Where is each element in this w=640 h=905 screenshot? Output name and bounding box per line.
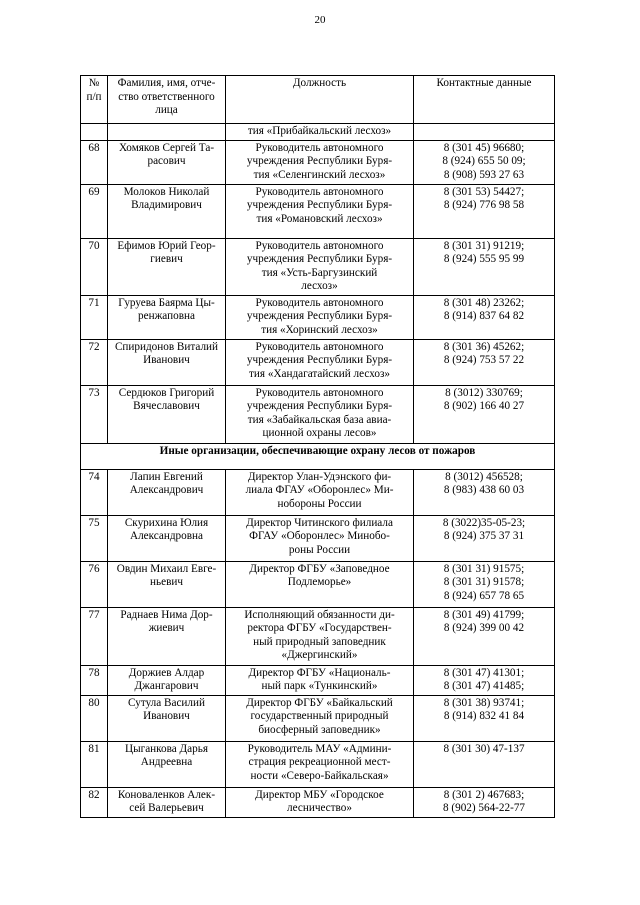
- table-row: [81, 385, 555, 443]
- cell-line: учреждения Республики Буря-: [246, 199, 393, 211]
- person-name: [108, 469, 226, 515]
- cell-line: 8 (3012) 330769;: [445, 386, 523, 399]
- cell-line: Иванович: [143, 354, 190, 366]
- cell-line: Сутула Василий: [128, 696, 205, 709]
- person-contacts: [414, 339, 555, 385]
- cell-line: 8 (301 31) 91219;: [443, 239, 525, 252]
- person-position: [226, 515, 414, 561]
- cell-line: нобороны России: [277, 497, 362, 510]
- person-name: [108, 339, 226, 385]
- row-number: 71: [81, 295, 108, 339]
- cell-line: Джангарович: [134, 680, 199, 692]
- cell-line: Должность: [292, 77, 347, 89]
- cell-line: учреждения Республики Буря-: [246, 155, 393, 167]
- cell-line: ренжаповна: [138, 310, 195, 322]
- cell-line: тия «Хоринский лесхоз»: [261, 323, 378, 336]
- person-name: [108, 515, 226, 561]
- cell-line: роны России: [288, 543, 351, 556]
- cell-line: ство ответственного: [118, 90, 215, 103]
- cell-line: №: [88, 77, 100, 89]
- person-name: [108, 140, 226, 184]
- continuation-contacts: [414, 124, 555, 141]
- table-row: [81, 515, 555, 561]
- person-contacts: [414, 561, 555, 607]
- person-position: [226, 787, 414, 817]
- person-contacts: [414, 515, 555, 561]
- person-position: [226, 339, 414, 385]
- cell-line: ньевич: [150, 576, 183, 588]
- cell-line: тия «Хандагатайский лесхоз»: [249, 367, 390, 380]
- cell-line: Директор Читинского филиала: [246, 516, 393, 529]
- table-row: [81, 787, 555, 817]
- person-position: [226, 665, 414, 695]
- table-row: [81, 339, 555, 385]
- row-number: 68: [81, 140, 108, 184]
- table-row: [81, 561, 555, 607]
- cell-line: Владимирович: [131, 199, 202, 211]
- cell-line: 8 (924) 399 00 42: [443, 622, 525, 634]
- row-number: 78: [81, 665, 108, 695]
- row-number: 81: [81, 741, 108, 787]
- cell-line: 8 (924) 555 95 99: [443, 253, 525, 265]
- cell-line: Руководитель МАУ «Админи-: [247, 742, 392, 755]
- cell-line: 8 (908) 593 27 63: [443, 168, 525, 181]
- cell-line: Молоков Николай: [123, 185, 210, 198]
- cell-line: государственный природный: [250, 710, 389, 722]
- cell-line: Директор ФГБУ «Националь-: [248, 666, 391, 679]
- person-name: [108, 741, 226, 787]
- cell-line: 8 (3022)35-05-23;: [442, 516, 526, 529]
- cell-line: Исполняющий обязанности ди-: [244, 608, 395, 621]
- cell-line: 8 (301 31) 91575;: [443, 562, 525, 575]
- person-name: [108, 238, 226, 295]
- person-position: [226, 238, 414, 295]
- continuation-num: [81, 124, 108, 141]
- cell-line: лесничество»: [287, 802, 352, 814]
- cell-line: 8 (924) 753 57 22: [443, 354, 525, 366]
- cell-line: Руководитель автономного: [255, 141, 384, 154]
- cell-line: Цыганкова Дарья: [125, 742, 208, 755]
- person-position: [226, 385, 414, 443]
- cell-line: учреждения Республики Буря-: [246, 310, 393, 322]
- cell-line: жиевич: [148, 622, 185, 634]
- table-row: [81, 295, 555, 339]
- cell-line: учреждения Республики Буря-: [246, 253, 393, 265]
- table-header-row: [81, 76, 555, 124]
- row-number: 77: [81, 607, 108, 665]
- section-row: [81, 443, 555, 469]
- cell-line: Фамилия, имя, отче-: [117, 77, 216, 89]
- person-name: [108, 295, 226, 339]
- row-number: 73: [81, 385, 108, 443]
- person-contacts: [414, 184, 555, 238]
- cell-line: Андреевна: [140, 756, 193, 768]
- cell-line: ФГАУ «Оборонлес» Минобо-: [249, 530, 390, 542]
- continuation-position: [226, 124, 414, 141]
- cell-line: Раднаев Нима Дор-: [120, 608, 213, 621]
- person-position: [226, 741, 414, 787]
- table-row: [81, 238, 555, 295]
- cell-line: ный природный заповедник: [253, 635, 386, 648]
- cell-line: 8 (924) 375 37 31: [443, 530, 525, 542]
- table-row: [81, 741, 555, 787]
- cell-line: Контактные данные: [436, 77, 532, 89]
- continuation-row: [81, 124, 555, 141]
- cell-line: «Джергинский»: [281, 649, 358, 661]
- person-name: [108, 607, 226, 665]
- person-contacts: [414, 140, 555, 184]
- cell-line: 8 (914) 832 41 84: [443, 710, 525, 722]
- person-position: [226, 295, 414, 339]
- table-row: [81, 665, 555, 695]
- cell-line: Скурихина Юлия: [124, 516, 209, 529]
- cell-line: 8 (924) 655 50 09;: [442, 155, 526, 167]
- cell-line: 8 (301 38) 93741;: [443, 696, 525, 709]
- cell-line: Спиридонов Виталий: [114, 340, 219, 353]
- cell-line: тия «Селенгинский лесхоз»: [253, 168, 386, 181]
- cell-line: сей Валерьевич: [129, 802, 204, 814]
- person-position: [226, 695, 414, 741]
- row-number: 82: [81, 787, 108, 817]
- cell-line: 8 (924) 657 78 65: [443, 589, 525, 602]
- row-number: 70: [81, 238, 108, 295]
- person-position: [226, 469, 414, 515]
- cell-line: 8 (301 48) 23262;: [443, 296, 525, 309]
- person-name: [108, 787, 226, 817]
- person-position: [226, 184, 414, 238]
- cell-line: Директор ФГБУ «Байкальский: [246, 696, 393, 709]
- cell-line: ности «Северо-Байкальская»: [250, 769, 389, 782]
- cell-line: Руководитель автономного: [255, 239, 384, 252]
- cell-line: учреждения Республики Буря-: [246, 354, 393, 366]
- cell-line: тия «Усть-Баргузинский: [261, 266, 378, 279]
- cell-line: страция рекреационной мест-: [248, 756, 391, 768]
- cell-line: 8 (914) 837 64 82: [443, 310, 525, 322]
- cell-line: 8 (301 31) 91578;: [443, 576, 525, 588]
- cell-line: 8 (3012) 456528;: [445, 470, 523, 483]
- cell-line: расович: [147, 155, 186, 167]
- table-row: [81, 184, 555, 238]
- cell-line: лиала ФГАУ «Оборонлес» Ми-: [245, 484, 394, 496]
- person-contacts: [414, 295, 555, 339]
- table-row: [81, 469, 555, 515]
- cell-line: Директор МБУ «Городское: [255, 788, 384, 801]
- person-name: [108, 184, 226, 238]
- responsible-persons-table: [80, 75, 555, 818]
- cell-line: Руководитель автономного: [255, 340, 384, 353]
- header-name: [108, 76, 226, 124]
- cell-line: Александровна: [130, 530, 203, 542]
- header-position: [226, 76, 414, 124]
- cell-line: учреждения Республики Буря-: [246, 400, 393, 412]
- cell-line: Ефимов Юрий Геор-: [117, 239, 216, 252]
- cell-line: Руководитель автономного: [255, 296, 384, 309]
- cell-line: Хомяков Сергей Та-: [118, 141, 215, 154]
- person-contacts: [414, 607, 555, 665]
- person-position: [226, 607, 414, 665]
- cell-line: 8 (301 47) 41485;: [443, 680, 525, 692]
- cell-line: п/п: [86, 90, 102, 103]
- person-contacts: [414, 238, 555, 295]
- table-row: [81, 695, 555, 741]
- cell-line: 8 (301 36) 45262;: [443, 340, 525, 353]
- cell-line: тия «Забайкальская база авиа-: [247, 413, 392, 426]
- cell-line: ный парк «Тункинский»: [261, 680, 378, 692]
- cell-line: Иванович: [143, 710, 190, 722]
- cell-line: лесхоз»: [301, 280, 338, 292]
- cell-line: Овдин Михаил Евге-: [116, 562, 217, 575]
- cell-line: 8 (301 30) 47-137: [443, 742, 525, 755]
- cell-line: Руководитель автономного: [255, 185, 384, 198]
- cell-line: тия «Прибайкальский лесхоз»: [247, 125, 392, 137]
- cell-line: биосферный заповедник»: [258, 723, 381, 736]
- cell-line: ционной охраны лесов»: [262, 427, 377, 439]
- cell-line: Руководитель автономного: [255, 386, 384, 399]
- cell-line: 8 (902) 166 40 27: [443, 400, 525, 412]
- cell-line: Вячеславович: [133, 400, 200, 412]
- person-contacts: [414, 741, 555, 787]
- person-contacts: [414, 695, 555, 741]
- row-number: 80: [81, 695, 108, 741]
- cell-line: 8 (301 47) 41301;: [443, 666, 525, 679]
- cell-line: Директор ФГБУ «Заповедное: [249, 562, 390, 575]
- person-contacts: [414, 385, 555, 443]
- row-number: 75: [81, 515, 108, 561]
- cell-line: гиевич: [150, 253, 183, 265]
- cell-line: 8 (983) 438 60 03: [443, 484, 525, 496]
- table-row: [81, 607, 555, 665]
- cell-line: Доржиев Алдар: [128, 666, 205, 679]
- person-name: [108, 695, 226, 741]
- cell-line: тия «Романовский лесхоз»: [256, 212, 383, 225]
- continuation-name: [108, 124, 226, 141]
- cell-line: 8 (301 45) 96680;: [443, 141, 525, 154]
- person-contacts: [414, 665, 555, 695]
- cell-line: 8 (924) 776 98 58: [443, 199, 525, 211]
- cell-line: 8 (301 53) 54427;: [443, 185, 525, 198]
- cell-line: лица: [155, 104, 178, 116]
- page-number: 20: [314, 14, 326, 26]
- person-position: [226, 140, 414, 184]
- person-contacts: [414, 469, 555, 515]
- person-name: [108, 385, 226, 443]
- row-number: 76: [81, 561, 108, 607]
- header-contacts: [414, 76, 555, 124]
- row-number: 69: [81, 184, 108, 238]
- person-contacts: [414, 787, 555, 817]
- cell-line: Директор Улан-Удэнского фи-: [247, 470, 392, 483]
- header-num: [81, 76, 108, 124]
- row-number: 74: [81, 469, 108, 515]
- cell-line: Александрович: [129, 484, 204, 496]
- cell-line: Гуруева Баярма Цы-: [118, 296, 215, 309]
- person-position: [226, 561, 414, 607]
- cell-line: 8 (301 2) 467683;: [443, 788, 525, 801]
- person-name: [108, 665, 226, 695]
- cell-line: Коноваленков Алек-: [117, 788, 216, 801]
- row-number: 72: [81, 339, 108, 385]
- cell-line: ректора ФГБУ «Государствен-: [247, 622, 392, 634]
- table-row: [81, 140, 555, 184]
- cell-line: Лапин Евгений: [130, 470, 203, 483]
- person-name: [108, 561, 226, 607]
- cell-line: Сердюков Григорий: [118, 386, 215, 399]
- section-title: Иные организации, обеспечивающие охрану лесов от пожаров: [81, 443, 555, 469]
- cell-line: 8 (301 49) 41799;: [443, 608, 525, 621]
- cell-line: Подлеморье»: [287, 576, 352, 588]
- cell-line: 8 (902) 564-22-77: [442, 802, 526, 814]
